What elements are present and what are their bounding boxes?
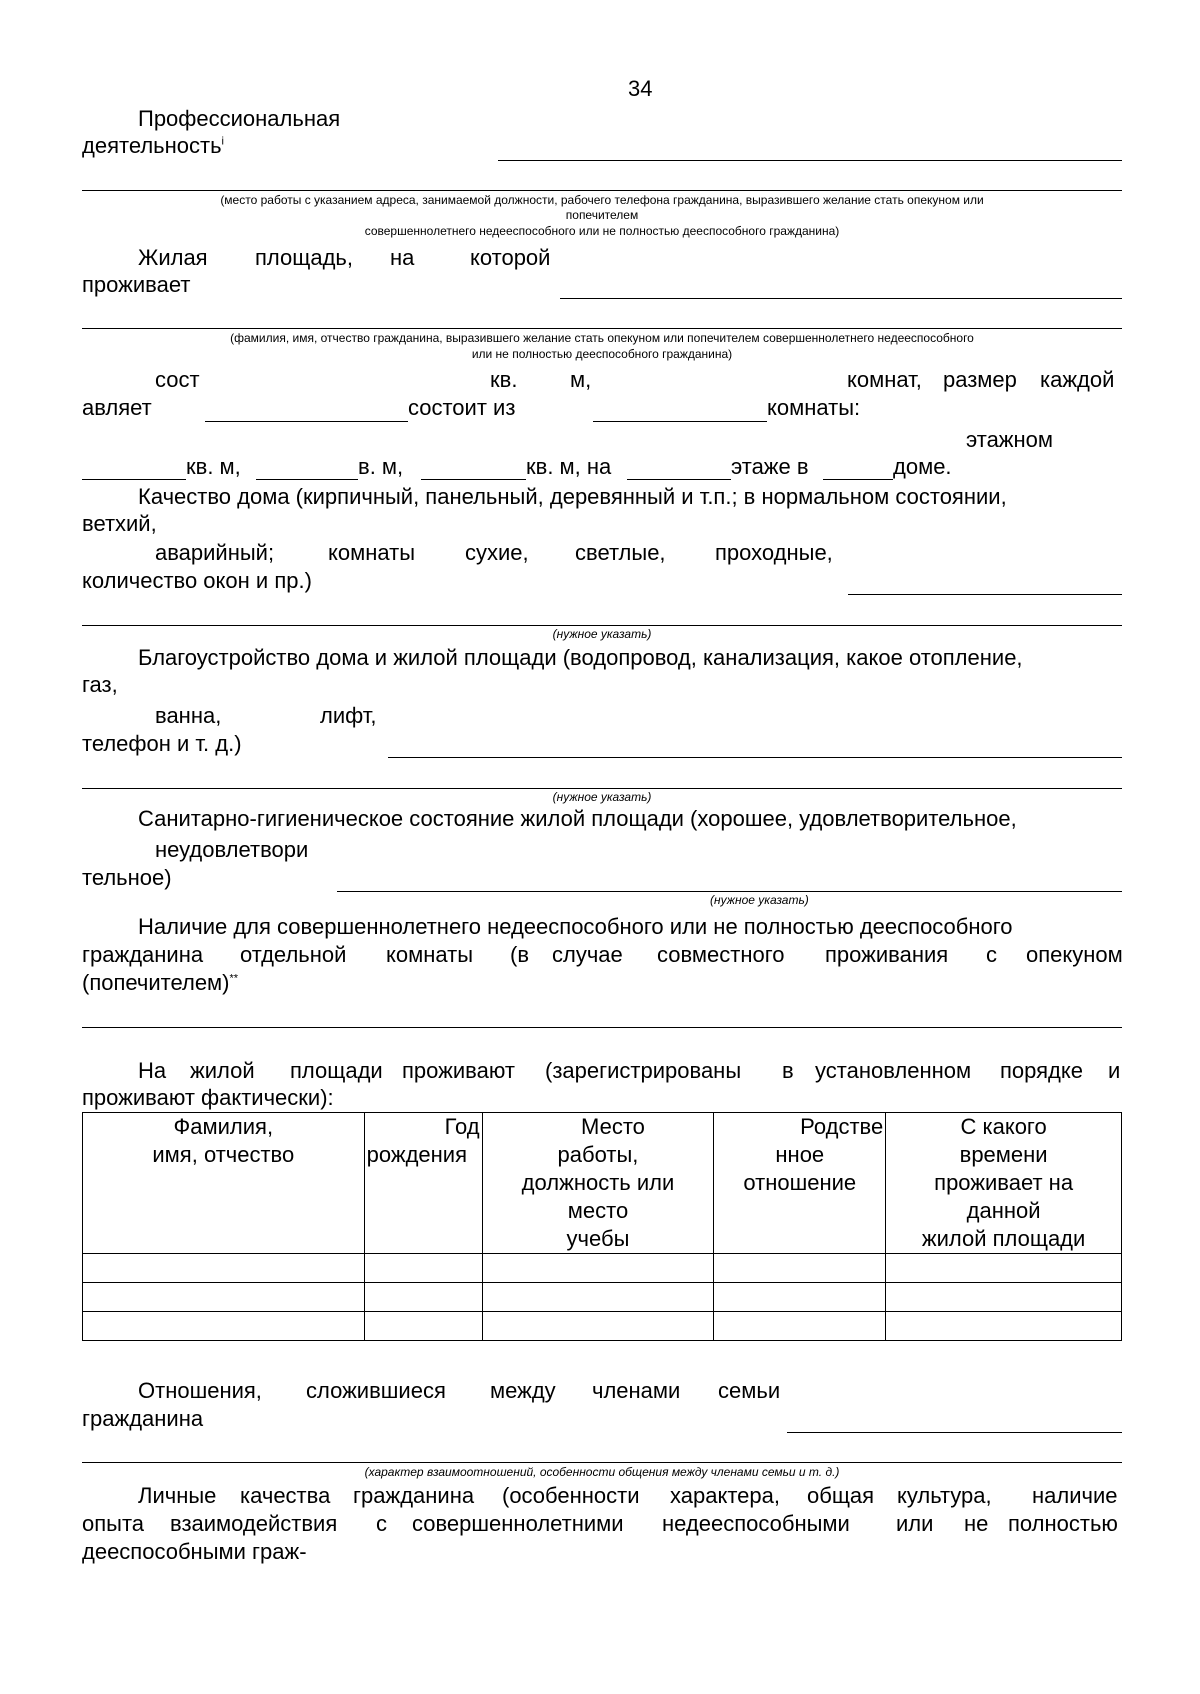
- quality-word-5: проходные,: [715, 540, 833, 565]
- living-word-2: площадь,: [255, 245, 353, 270]
- amenities-line-1: Благоустройство дома и жилой площади (водопровод, канализация, какое отопление,: [138, 645, 1023, 670]
- footnote-mark-i: i: [221, 135, 224, 148]
- room-word-2: отдельной: [240, 942, 347, 967]
- professional-blank[interactable]: [498, 160, 1122, 161]
- area-floor-blank[interactable]: [627, 479, 731, 480]
- amenities-caption: (нужное указать): [552, 790, 652, 804]
- personal-x-8: полностью: [1008, 1511, 1118, 1536]
- residents-word-3: площади: [290, 1058, 383, 1083]
- relations-word-4: членами: [592, 1378, 681, 1403]
- table-cell[interactable]: [886, 1254, 1122, 1283]
- room-word-6: совместного: [657, 942, 785, 967]
- personal-word-8: наличие: [1032, 1483, 1118, 1508]
- area-room3-blank[interactable]: [421, 479, 526, 480]
- footnote-mark-double: **: [229, 972, 239, 985]
- personal-word-1: Личные: [138, 1483, 217, 1508]
- table-row: [83, 1283, 1122, 1312]
- table-cell[interactable]: [714, 1254, 886, 1283]
- living-blank-2[interactable]: [82, 328, 1122, 329]
- table-cell[interactable]: [886, 1283, 1122, 1312]
- area-sostoit: состоит из: [408, 395, 516, 420]
- header-work: Место работы, должность или место учебы: [482, 1113, 714, 1254]
- residents-word-8: порядке: [1000, 1058, 1083, 1083]
- quality-word-2: комнаты: [328, 540, 416, 565]
- table-cell[interactable]: [482, 1312, 714, 1341]
- quality-word-3: сухие,: [465, 540, 529, 565]
- table-cell[interactable]: [364, 1312, 482, 1341]
- room-word-3: комнаты: [386, 942, 474, 967]
- quality-word-4: светлые,: [575, 540, 666, 565]
- amenities-line-4: телефон и т. д.): [82, 731, 242, 756]
- area-etazhnom: этажном: [966, 427, 1054, 452]
- quality-caption: (нужное указать): [552, 627, 652, 641]
- page-number: 34: [628, 76, 653, 101]
- personal-word-4: (особенности: [502, 1483, 640, 1508]
- area-komnaty: комнаты:: [767, 395, 861, 420]
- amenities-blank[interactable]: [388, 757, 1122, 758]
- professional-label-2: деятельность$^i$: [82, 133, 224, 158]
- amenities-word-1: ванна,: [155, 703, 222, 728]
- header-year: Год рождения: [364, 1113, 482, 1254]
- table-cell[interactable]: [83, 1312, 365, 1341]
- area-total-blank[interactable]: [205, 421, 408, 422]
- table-cell[interactable]: [364, 1254, 482, 1283]
- header-relation: Родстве нное отношение: [714, 1113, 886, 1254]
- room-line-1: Наличие для совершеннолетнего недееспособного или не полностью дееспособного: [138, 914, 1013, 939]
- quality-line-1: Качество дома (кирпичный, панельный, деревянный и т.п.; в нормальном состоянии,: [138, 484, 1007, 509]
- area-kv: кв.: [490, 367, 518, 392]
- personal-x-7: не: [964, 1511, 989, 1536]
- living-word-1: Жилая: [138, 245, 208, 270]
- area-avlyaet: авляет: [82, 395, 152, 420]
- relations-blank-2[interactable]: [82, 1462, 1122, 1463]
- header-since: С какого времени проживает на данной жилой площади: [886, 1113, 1122, 1254]
- relations-word-3: между: [490, 1378, 556, 1403]
- residents-word-5: (зарегистрированы: [545, 1058, 742, 1083]
- relations-caption: (характер взаимоотношений, особенности общения между членами семьи и т. д.): [364, 1465, 840, 1479]
- relations-line-2: гражданина: [82, 1406, 204, 1431]
- room-blank[interactable]: [82, 1027, 1122, 1028]
- living-caption-1: (фамилия, имя, отчество гражданина, выразившего желание стать опекуном или попечителем совершеннолетнего недееспособного: [230, 331, 974, 345]
- professional-caption-1: (место работы с указанием адреса, занимаемой должности, рабочего телефона гражданина, выразившего желание стать опекуном или: [220, 193, 984, 207]
- personal-x-2: взаимодействия: [170, 1511, 338, 1536]
- relations-word-5: семьи: [718, 1378, 781, 1403]
- personal-word-2: качества: [240, 1483, 331, 1508]
- room-word-9: опекуном: [1026, 942, 1123, 967]
- quality-blank[interactable]: [848, 594, 1122, 595]
- room-word-8: с: [986, 942, 997, 967]
- quality-blank-2[interactable]: [82, 625, 1122, 626]
- table-cell[interactable]: [364, 1283, 482, 1312]
- residents-word-2: жилой: [190, 1058, 255, 1083]
- sanitary-line-1: Санитарно-гигиеническое состояние жилой площади (хорошее, удовлетворительное,: [138, 806, 1017, 831]
- amenities-blank-2[interactable]: [82, 788, 1122, 789]
- sanitary-blank[interactable]: [337, 891, 1122, 892]
- relations-word-2: сложившиеся: [306, 1378, 446, 1403]
- table-cell[interactable]: [714, 1283, 886, 1312]
- area-kvm-2: кв. м, на: [526, 454, 612, 479]
- living-word-3: на: [390, 245, 415, 270]
- quality-line-2: ветхий,: [82, 511, 157, 536]
- area-komnat: комнат,: [847, 367, 922, 392]
- professional-caption-3: совершеннолетнего недееспособного или не полностью дееспособного гражданина): [364, 224, 840, 238]
- personal-x-3: с: [376, 1511, 387, 1536]
- sanitary-line-3: тельное): [82, 865, 172, 890]
- residents-line-2: проживают фактически):: [82, 1085, 334, 1110]
- personal-word-6: общая: [807, 1483, 875, 1508]
- residents-word-4: проживают: [402, 1058, 515, 1083]
- area-dome: доме.: [893, 454, 952, 479]
- area-kazhdoy: каждой: [1040, 367, 1115, 392]
- header-name: Фамилия, имя, отчество: [83, 1113, 365, 1254]
- residents-table: [82, 1112, 1122, 1341]
- amenities-word-2: лифт,: [320, 703, 377, 728]
- area-razmer: размер: [943, 367, 1017, 392]
- living-word-4: которой: [470, 245, 551, 270]
- table-cell[interactable]: [83, 1254, 365, 1283]
- area-kvm-1: кв. м,: [186, 454, 241, 479]
- room-word-1: гражданина: [82, 942, 204, 967]
- room-word-7: проживания: [825, 942, 949, 967]
- table-cell[interactable]: [83, 1283, 365, 1312]
- living-blank[interactable]: [560, 298, 1122, 299]
- residents-word-1: На: [138, 1058, 167, 1083]
- quality-line-4: количество окон и пр.): [82, 568, 312, 593]
- table-cell[interactable]: [482, 1254, 714, 1283]
- area-floors-blank[interactable]: [823, 479, 893, 480]
- personal-x-5: недееспособными: [662, 1511, 850, 1536]
- professional-label-1: Профессиональная: [138, 106, 341, 131]
- table-cell[interactable]: [714, 1312, 886, 1341]
- living-caption-2: или не полностью дееспособного гражданина): [471, 347, 733, 361]
- room-line-3: (попечителем)**: [82, 970, 239, 995]
- sanitary-line-2: неудовлетвори: [155, 837, 309, 862]
- table-cell[interactable]: [482, 1283, 714, 1312]
- relations-blank[interactable]: [787, 1432, 1122, 1433]
- professional-blank-2[interactable]: [82, 190, 1122, 191]
- table-row: [83, 1312, 1122, 1341]
- personal-word-3: гражданина: [353, 1483, 475, 1508]
- area-m: м,: [570, 367, 592, 392]
- personal-x-6: или: [896, 1511, 934, 1536]
- area-rooms-blank[interactable]: [593, 421, 767, 422]
- residents-word-9: и: [1108, 1058, 1121, 1083]
- relations-word-1: Отношения,: [138, 1378, 262, 1403]
- amenities-line-2: газ,: [82, 672, 118, 697]
- personal-line-3: дееспособными граж-: [82, 1539, 307, 1564]
- area-etazhe: этаже в: [731, 454, 809, 479]
- residents-word-6: в: [782, 1058, 794, 1083]
- area-room2-blank[interactable]: [256, 479, 358, 480]
- personal-x-4: совершеннолетними: [412, 1511, 624, 1536]
- room-word-4: (в: [510, 942, 530, 967]
- personal-word-5: характера,: [670, 1483, 780, 1508]
- table-header-row: [83, 1113, 1122, 1254]
- room-word-5: случае: [552, 942, 623, 967]
- table-row: [83, 1254, 1122, 1283]
- residents-word-7: установленном: [815, 1058, 972, 1083]
- professional-caption-2: попечителем: [565, 208, 639, 222]
- quality-word-1: аварийный;: [155, 540, 275, 565]
- personal-word-7: культура,: [897, 1483, 992, 1508]
- area-sost: сост: [155, 367, 200, 392]
- area-vm: в. м,: [358, 454, 404, 479]
- sanitary-caption: (нужное указать): [710, 893, 809, 907]
- table-cell[interactable]: [886, 1312, 1122, 1341]
- area-room1-blank[interactable]: [82, 479, 186, 480]
- personal-x-1: опыта: [82, 1511, 145, 1536]
- living-label-2: проживает: [82, 272, 191, 297]
